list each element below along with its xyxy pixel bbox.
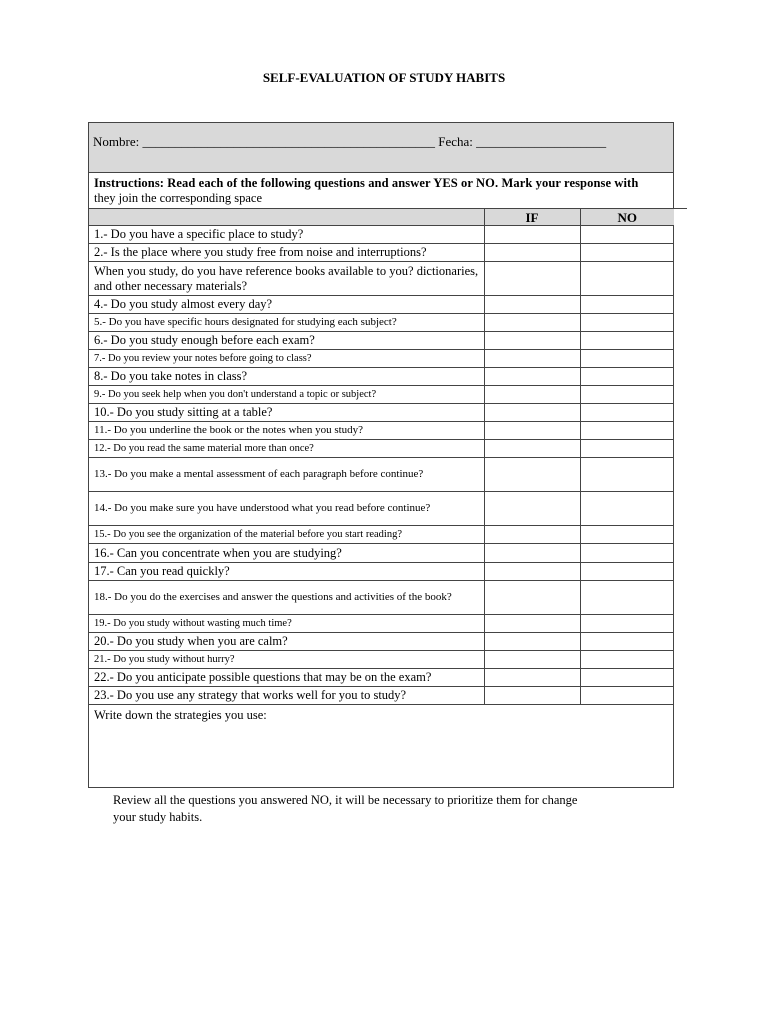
answer-yes-cell[interactable] bbox=[484, 615, 580, 633]
header-no: NO bbox=[580, 209, 674, 226]
answer-no-cell[interactable] bbox=[580, 563, 674, 581]
answer-no-cell[interactable] bbox=[580, 332, 674, 350]
table-row bbox=[89, 226, 674, 244]
question-text: 5.- Do you have specific hours designated for studying each subject? bbox=[89, 314, 484, 332]
table-row bbox=[89, 669, 674, 687]
question-text: 21.- Do you study without hurry? bbox=[89, 651, 484, 669]
answer-yes-cell[interactable] bbox=[484, 296, 580, 314]
answer-no-cell[interactable] bbox=[580, 687, 674, 705]
table-row bbox=[89, 633, 674, 651]
answer-yes-cell[interactable] bbox=[484, 651, 580, 669]
table-row bbox=[89, 262, 674, 296]
question-text: 6.- Do you study enough before each exam? bbox=[89, 332, 484, 350]
table-row bbox=[89, 544, 674, 563]
name-date-row[interactable]: Nombre: _____________________________________________ Fecha: ____________________ bbox=[89, 123, 673, 173]
answer-no-cell[interactable] bbox=[580, 386, 674, 404]
answer-yes-cell[interactable] bbox=[484, 244, 580, 262]
answer-no-cell[interactable] bbox=[580, 633, 674, 651]
table-row bbox=[89, 296, 674, 314]
answer-yes-cell[interactable] bbox=[484, 404, 580, 422]
question-text: 18.- Do you do the exercises and answer the questions and activities of the book? bbox=[89, 581, 484, 615]
table-header-row bbox=[89, 209, 674, 226]
table-row bbox=[89, 404, 674, 422]
answer-no-cell[interactable] bbox=[580, 492, 674, 526]
table-row bbox=[89, 350, 674, 368]
question-text: 13.- Do you make a mental assessment of each paragraph before continue? bbox=[89, 458, 484, 492]
question-text: 10.- Do you study sitting at a table? bbox=[89, 404, 484, 422]
answer-yes-cell[interactable] bbox=[484, 422, 580, 440]
table-row bbox=[89, 492, 674, 526]
answer-yes-cell[interactable] bbox=[484, 386, 580, 404]
question-text: 15.- Do you see the organization of the material before you start reading? bbox=[89, 526, 484, 544]
answer-yes-cell[interactable] bbox=[484, 440, 580, 458]
table-row bbox=[89, 687, 674, 705]
question-text: When you study, do you have reference books available to you? dictionaries, and other necessary materials? bbox=[89, 262, 484, 296]
instructions bbox=[89, 173, 687, 209]
question-text: 22.- Do you anticipate possible questions that may be on the exam? bbox=[89, 669, 484, 687]
table-row bbox=[89, 332, 674, 350]
question-text: 12.- Do you read the same material more than once? bbox=[89, 440, 484, 458]
instructions-bold: Instructions: Read each of the following questions and answer YES or NO. Mark your response with bbox=[94, 176, 639, 190]
answer-no-cell[interactable] bbox=[580, 244, 674, 262]
answer-no-cell[interactable] bbox=[580, 651, 674, 669]
answer-yes-cell[interactable] bbox=[484, 368, 580, 386]
answer-no-cell[interactable] bbox=[580, 615, 674, 633]
page-title: SELF-EVALUATION OF STUDY HABITS bbox=[262, 70, 506, 85]
question-text: 14.- Do you make sure you have understood what you read before continue? bbox=[89, 492, 484, 526]
table-row bbox=[89, 526, 674, 544]
answer-no-cell[interactable] bbox=[580, 314, 674, 332]
strategies-prompt[interactable]: Write down the strategies you use: bbox=[94, 708, 267, 722]
table-row bbox=[89, 563, 674, 581]
answer-no-cell[interactable] bbox=[580, 226, 674, 244]
question-text: 7.- Do you review your notes before going to class? bbox=[89, 350, 484, 368]
answer-yes-cell[interactable] bbox=[484, 314, 580, 332]
answer-no-cell[interactable] bbox=[580, 422, 674, 440]
table-row bbox=[89, 615, 674, 633]
answer-yes-cell[interactable] bbox=[484, 687, 580, 705]
answer-no-cell[interactable] bbox=[580, 458, 674, 492]
table-row bbox=[89, 386, 674, 404]
answer-no-cell[interactable] bbox=[580, 368, 674, 386]
table-row bbox=[89, 314, 674, 332]
question-text: 1.- Do you have a specific place to study? bbox=[89, 226, 484, 244]
answer-yes-cell[interactable] bbox=[484, 544, 580, 563]
review-note: Review all the questions you answered NO, it will be necessary to prioritize them for change your study habits. bbox=[113, 793, 578, 824]
evaluation-form bbox=[88, 122, 674, 788]
answer-yes-cell[interactable] bbox=[484, 332, 580, 350]
answer-no-cell[interactable] bbox=[580, 262, 674, 296]
answer-yes-cell[interactable] bbox=[484, 262, 580, 296]
answer-no-cell[interactable] bbox=[580, 669, 674, 687]
table-row bbox=[89, 422, 674, 440]
question-text: 8.- Do you take notes in class? bbox=[89, 368, 484, 386]
answer-no-cell[interactable] bbox=[580, 296, 674, 314]
question-text: 4.- Do you study almost every day? bbox=[89, 296, 484, 314]
table-row bbox=[89, 244, 674, 262]
questions-table bbox=[89, 209, 674, 705]
instructions-rest: they join the corresponding space bbox=[94, 191, 263, 205]
question-text: 19.- Do you study without wasting much time? bbox=[89, 615, 484, 633]
question-text: 9.- Do you seek help when you don't understand a topic or subject? bbox=[89, 386, 484, 404]
answer-yes-cell[interactable] bbox=[484, 563, 580, 581]
header-question-cell bbox=[89, 209, 484, 226]
question-text: 23.- Do you use any strategy that works well for you to study? bbox=[89, 687, 484, 705]
table-row bbox=[89, 368, 674, 386]
table-row bbox=[89, 440, 674, 458]
answer-yes-cell[interactable] bbox=[484, 633, 580, 651]
answer-yes-cell[interactable] bbox=[484, 526, 580, 544]
header-yes: IF bbox=[484, 209, 580, 226]
answer-yes-cell[interactable] bbox=[484, 581, 580, 615]
answer-yes-cell[interactable] bbox=[484, 669, 580, 687]
question-text: 17.- Can you read quickly? bbox=[89, 563, 484, 581]
answer-no-cell[interactable] bbox=[580, 404, 674, 422]
answer-no-cell[interactable] bbox=[580, 544, 674, 563]
table-row bbox=[89, 458, 674, 492]
question-text: 16.- Can you concentrate when you are studying? bbox=[89, 544, 484, 563]
answer-yes-cell[interactable] bbox=[484, 226, 580, 244]
answer-no-cell[interactable] bbox=[580, 350, 674, 368]
answer-no-cell[interactable] bbox=[580, 440, 674, 458]
table-row bbox=[89, 581, 674, 615]
answer-no-cell[interactable] bbox=[580, 581, 674, 615]
table-row bbox=[89, 651, 674, 669]
answer-yes-cell[interactable] bbox=[484, 458, 580, 492]
answer-yes-cell[interactable] bbox=[484, 492, 580, 526]
question-text: 20.- Do you study when you are calm? bbox=[89, 633, 484, 651]
answer-yes-cell[interactable] bbox=[484, 350, 580, 368]
question-text: 2.- Is the place where you study free from noise and interruptions? bbox=[89, 244, 484, 262]
question-text: 11.- Do you underline the book or the notes when you study? bbox=[89, 422, 484, 440]
answer-no-cell[interactable] bbox=[580, 526, 674, 544]
